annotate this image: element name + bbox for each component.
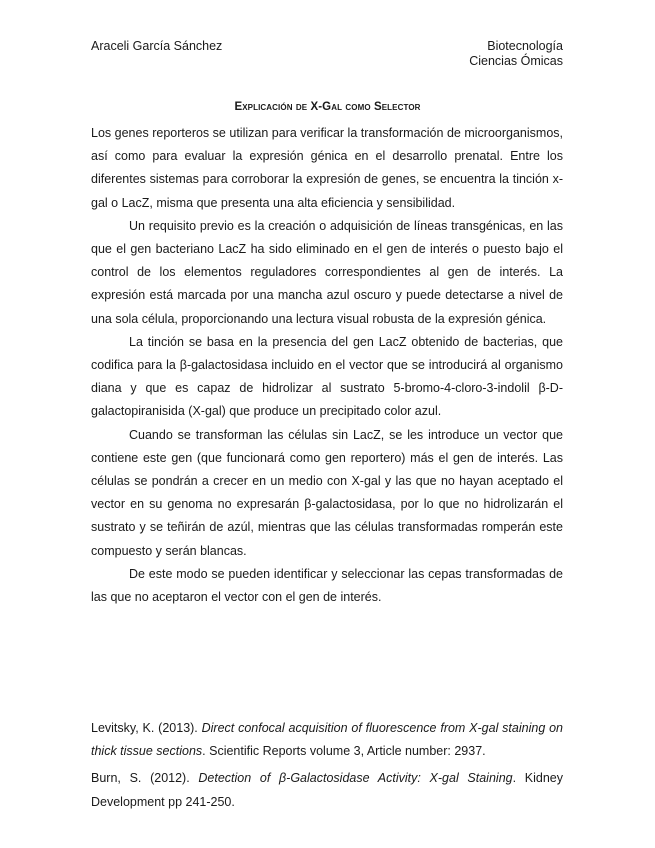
header-author: Araceli García Sánchez	[91, 39, 223, 53]
header-course	[469, 39, 563, 69]
reference-item	[91, 767, 563, 813]
paragraph-staining: La tinción se basa en la presencia del gen LacZ obtenido de bacterias, que codifica para la β-galactosidasa incluido en el vector que se introducirá al organismo diana y que es capaz de hidrolizar al sustrato 5-bromo-4-cloro-3-indolil β-D-galactopiranisida (X-gal) que produce un precipitado color azul.	[91, 334, 563, 419]
paragraph-transformation: Cuando se transforman las células sin LacZ, se les introduce un vector que contiene este gen (que funcionará como gen reportero) más el gen de interés. Las células se pondrán a crecer en un medio con X-gal y las que no hayan aceptado el vector en su genoma no expresarán β-galactosidasa, por lo que no hidrolizarán el sustrato y se teñirán de azúl, mientras que las células transformadas romperán este compuesto y serán blancas.	[91, 427, 563, 558]
paragraph-intro: Los genes reporteros se utilizan para verificar la transformación de microorganismos, así como para evaluar la expresión génica en el desarrollo prenatal. Entre los diferentes sistemas para corroborar la expresión de genes, se encuentra la tinción x-gal o LacZ, misma que presenta una alta eficiencia y sensibilidad.	[91, 126, 563, 210]
reference-authors: Levitsky, K. (2013).	[91, 721, 198, 735]
reference-item	[91, 717, 563, 763]
reference-title: Detection of β-Galactosidase Activity: X-gal Staining	[198, 771, 513, 786]
reference-title: Direct confocal acquisition of fluorescence from X-gal staining on thick tissue sections	[91, 721, 564, 759]
header-course-subject: Biotecnología	[487, 39, 563, 53]
paragraph-requisite: Un requisito previo es la creación o adquisición de líneas transgénicas, en las que el gen bacteriano LacZ ha sido eliminado en el gen de interés o puesto bajo el control de los elementos reguladores correspondientes al gen de interés. La expresión está marcada por una mancha azul oscuro y puede detectarse a nivel de una sola célula, proporcionando una lectura visual robusta de la expresión génica.	[91, 218, 563, 326]
document-body	[91, 122, 563, 609]
references	[91, 717, 563, 814]
reference-authors: Burn, S. (2012).	[91, 771, 190, 786]
reference-source: . Scientific Reports volume 3, Article number: 2937.	[202, 744, 486, 759]
paragraph-conclusion: De este modo se pueden identificar y seleccionar las cepas transformadas de las que no aceptaron el vector con el gen de interés.	[91, 566, 563, 605]
reference-source: . Kidney Development pp 241-250.	[91, 771, 564, 809]
header-course-topic: Ciencias Ómicas	[469, 54, 563, 68]
document-title: Explicación de X-Gal como Selector	[234, 101, 421, 113]
